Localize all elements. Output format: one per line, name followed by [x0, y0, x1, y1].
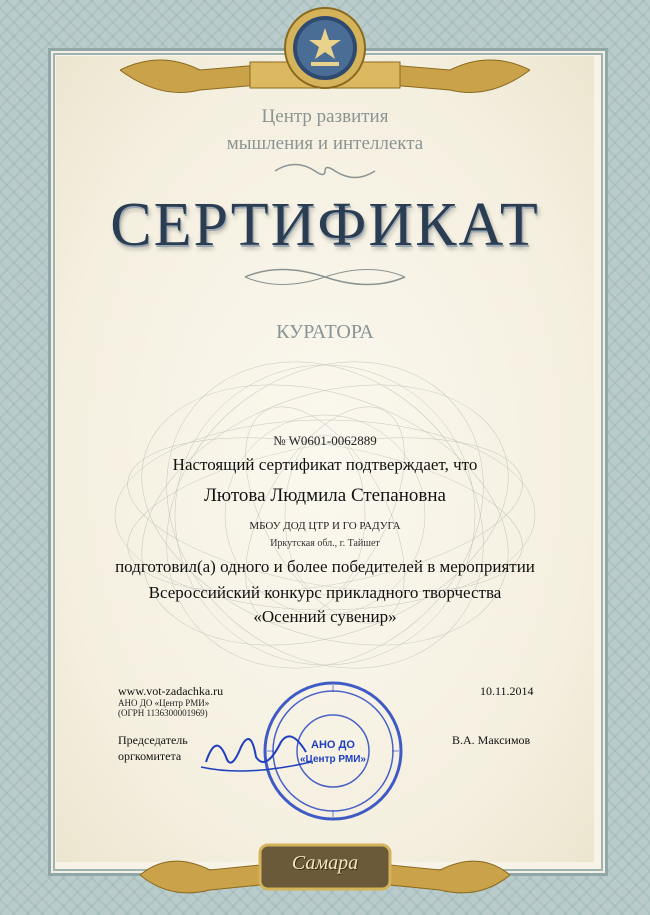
region-name: Иркутская обл., г. Тайшет	[270, 538, 380, 549]
ornament-flourish-icon	[270, 158, 380, 184]
signer-name: В.А. Максимов	[452, 733, 531, 747]
guilloche-pattern	[100, 345, 550, 685]
school-name: МБОУ ДОД ЦТР И ГО РАДУГА	[249, 520, 401, 532]
ogrn-number: (ОГРН 1136300001969)	[118, 708, 208, 718]
recipient-name: Лютова Людмила Степановна	[204, 485, 446, 506]
website-link[interactable]: www.vot-zadachka.ru	[118, 684, 224, 698]
certificate-subtitle: КУРАТОРА	[276, 321, 374, 343]
organization-name	[0, 103, 650, 157]
confirm-text: Настоящий сертификат подтверждает, что	[172, 455, 478, 474]
certificate-number: № W0601-0062889	[273, 433, 377, 448]
organization-line2: мышления и интеллекта	[226, 133, 424, 154]
issue-date: 10.11.2014	[480, 684, 534, 698]
city-label: Самара	[291, 852, 359, 874]
stamp-center-line1: АНО ДО	[311, 739, 355, 751]
stamp-center-line2: «Центр РМИ»	[300, 754, 366, 765]
chair-title-line1: Председатель	[118, 733, 188, 747]
certificate-title: СЕРТИФИКАТ	[110, 191, 540, 259]
official-stamp	[262, 680, 404, 822]
ornament-divider-icon	[240, 262, 410, 292]
organization-line1: Центр развития	[261, 106, 389, 127]
chair-title-line2: оргкомитета	[118, 749, 182, 763]
emblem-logo	[283, 6, 367, 90]
body-line-2: Всероссийский конкурс прикладного творчества	[148, 583, 502, 602]
body-line-3: «Осенний сувенир»	[253, 607, 397, 626]
ano-name: АНО ДО «Центр РМИ»	[118, 698, 210, 708]
body-line-1: подготовил(а) одного и более победителей в мероприятии	[115, 557, 535, 576]
